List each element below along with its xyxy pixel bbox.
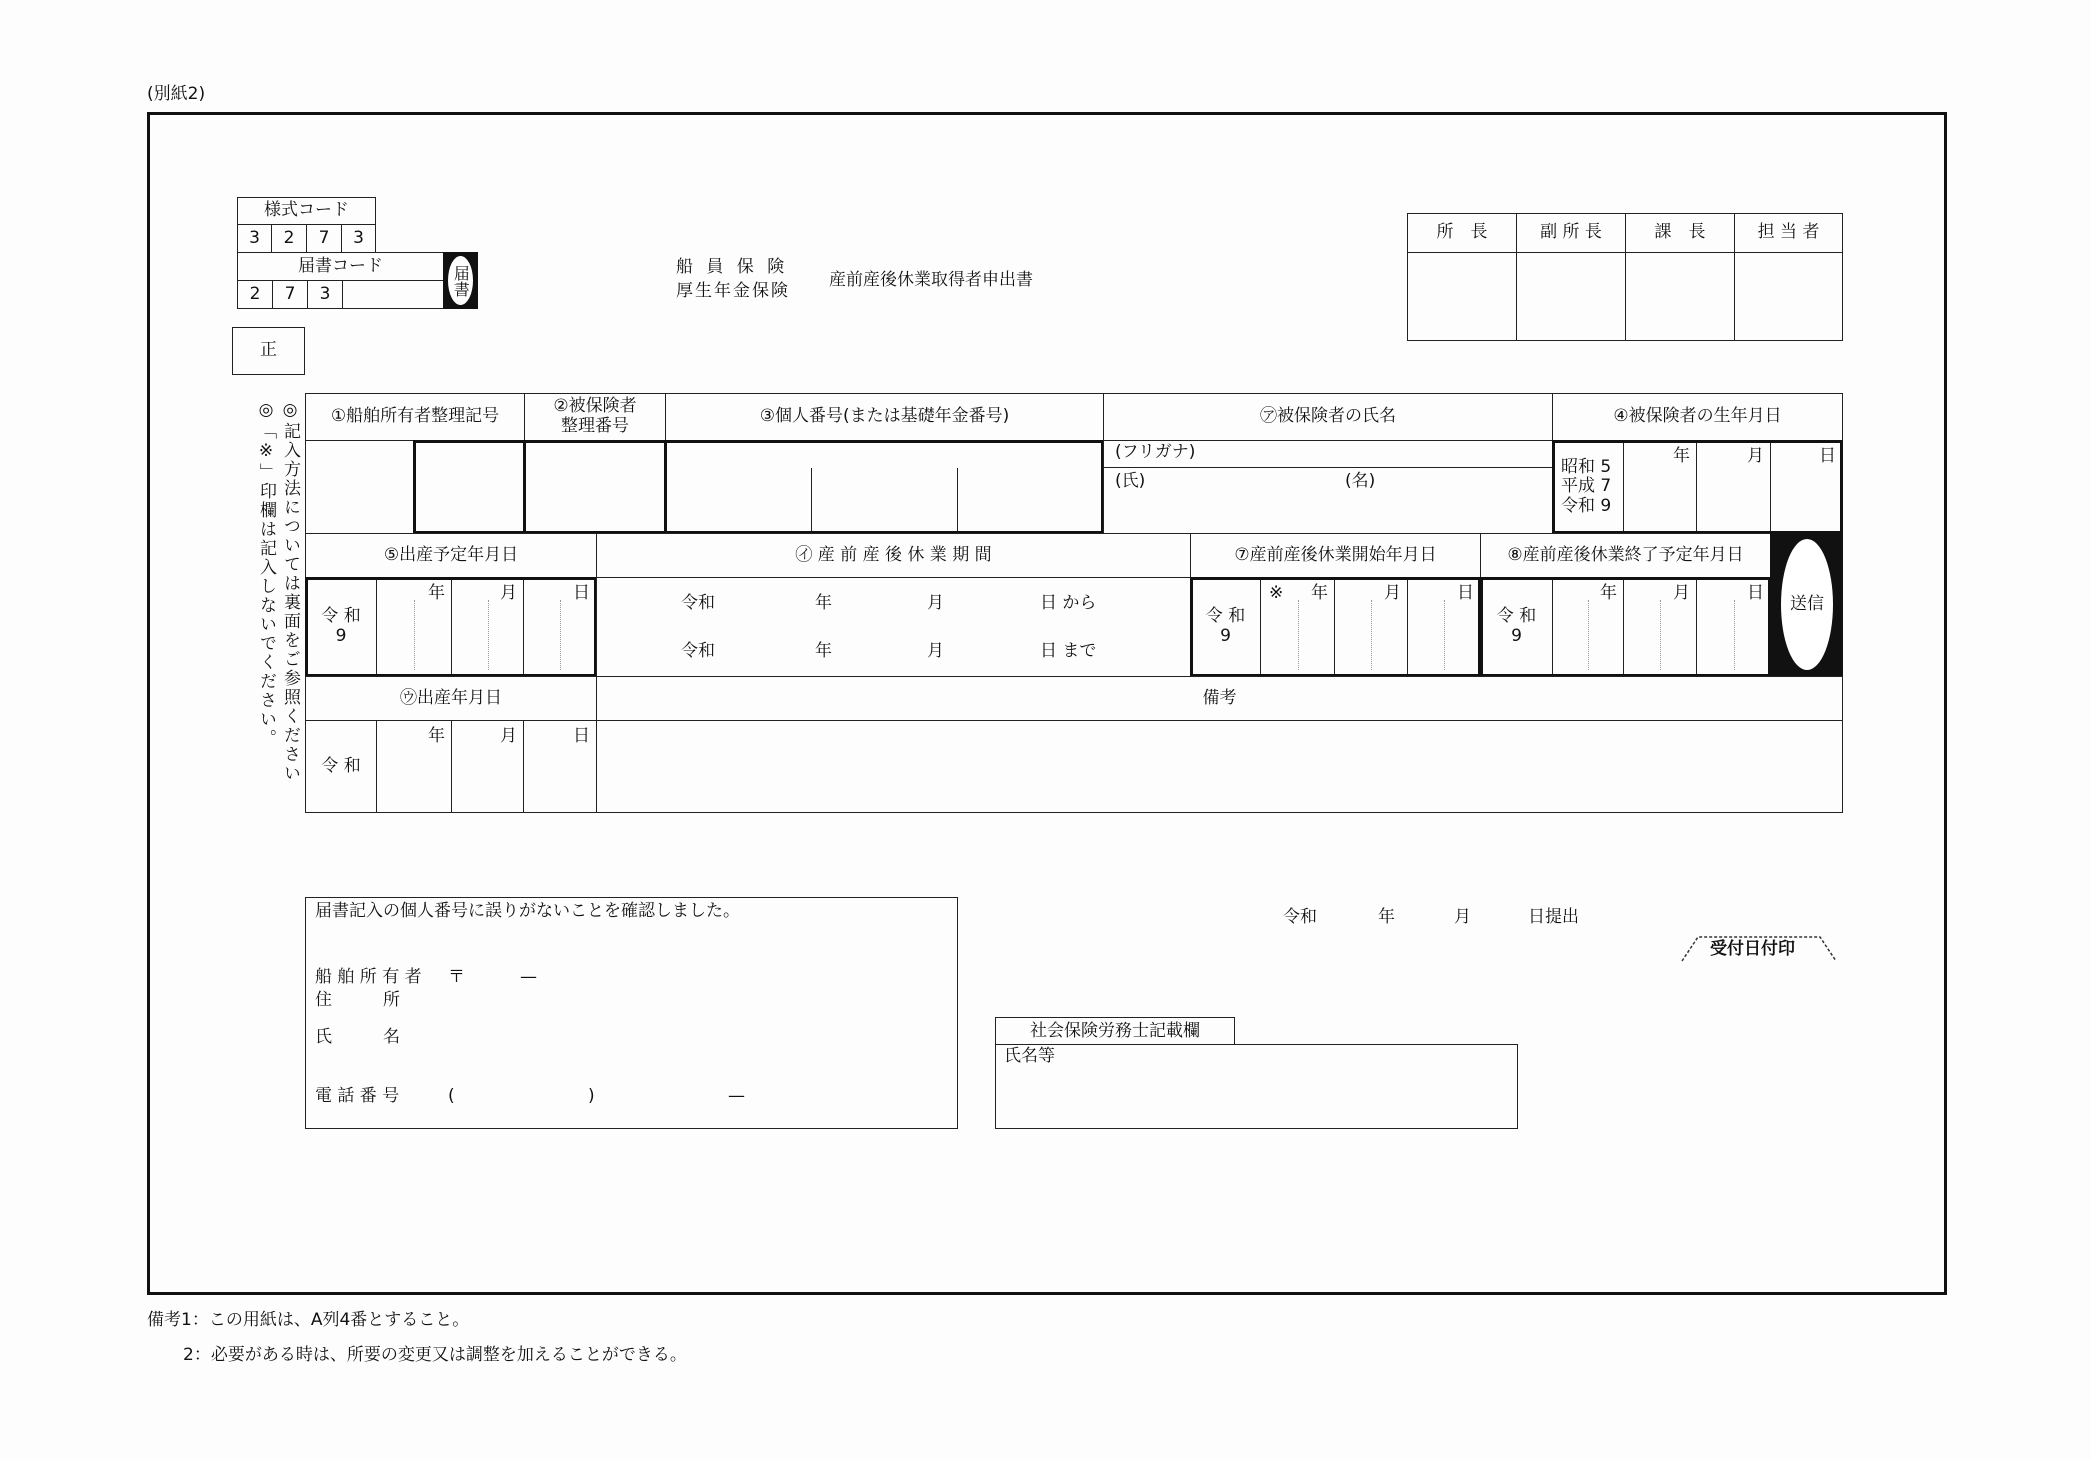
month-label: 月 xyxy=(500,726,517,746)
notice-badge xyxy=(443,252,478,309)
approval-header: 副 所 長 xyxy=(1516,213,1626,253)
personal-number-input[interactable] xyxy=(665,440,1104,534)
given-name-label: (名) xyxy=(1345,471,1376,491)
era-code: 9 xyxy=(335,626,347,646)
asterisk-mark: ※ xyxy=(1269,583,1284,603)
notice-code-digit: 3 xyxy=(307,280,343,309)
year-label: 年 xyxy=(1311,583,1328,603)
confirm-statement: 届書記入の個人番号に誤りがないことを確認しました。 xyxy=(315,901,740,921)
era-heisei: 平成 7 xyxy=(1561,476,1612,497)
month-label: 月 xyxy=(1673,583,1690,603)
notice-code-label: 届書コード xyxy=(237,252,444,281)
approval-header: 担 当 者 xyxy=(1734,213,1843,253)
receipt-stamp xyxy=(1678,931,1840,967)
birth-year[interactable] xyxy=(376,720,452,813)
leave-end-year[interactable] xyxy=(1552,577,1624,677)
birth-day-input[interactable] xyxy=(1770,440,1843,534)
day-label: 日 xyxy=(1747,583,1764,603)
year-label: 年 xyxy=(428,583,445,603)
day-label: 日 xyxy=(573,726,590,746)
address-label: 住 所 xyxy=(315,990,400,1010)
leave-start-year[interactable] xyxy=(1260,577,1335,677)
submission-month: 月 xyxy=(1454,907,1471,927)
style-code-digit: 2 xyxy=(271,224,307,253)
insurance-line1: 船 員 保 険 xyxy=(676,257,789,277)
divider xyxy=(523,440,526,534)
header-leave-period: ㋑ 産 前 産 後 休 業 期 間 xyxy=(596,533,1191,578)
header-insured-name: ㋐被保険者の氏名 xyxy=(1103,393,1553,441)
sharoushi-box[interactable] xyxy=(995,1044,1518,1129)
owner-label: 船 舶 所 有 者 xyxy=(315,967,422,987)
era-code: 9 xyxy=(1220,626,1231,646)
approval-stamp-cell[interactable] xyxy=(1407,252,1517,341)
side-note-1: ◎記入方法については裏面をご参照ください xyxy=(280,400,300,783)
postal-dash: — xyxy=(520,967,537,987)
style-code-digit: 7 xyxy=(306,224,342,253)
divider xyxy=(957,468,958,533)
period-from-month: 月 xyxy=(927,593,944,613)
phone-paren-close: ) xyxy=(588,1086,595,1106)
remarks-input[interactable] xyxy=(596,720,1843,813)
submission-era: 令和 xyxy=(1283,907,1317,927)
notice-code-digit: 2 xyxy=(237,280,273,309)
approval-stamp-cell[interactable] xyxy=(1734,252,1843,341)
header-birth-date: ㋒出産年月日 xyxy=(305,676,597,721)
era-reiwa: 令和 9 xyxy=(1561,495,1612,516)
divider xyxy=(811,468,812,533)
header-remarks: 備考 xyxy=(596,676,1843,721)
header-insured-number: ②被保険者整理番号 xyxy=(524,393,666,441)
period-from-era: 令和 xyxy=(681,593,715,613)
send-badge xyxy=(1770,533,1843,676)
day-label: 日 xyxy=(573,583,590,603)
postal-mark: 〒 xyxy=(448,967,465,987)
birth-era: 令 和 xyxy=(305,720,377,813)
era-label: 令 和 xyxy=(1496,606,1537,627)
sharoushi-field-label: 氏名等 xyxy=(1004,1046,1055,1066)
day-label: 日 xyxy=(1457,583,1474,603)
expected-birth-month[interactable] xyxy=(451,577,524,677)
period-from-year: 年 xyxy=(815,593,832,613)
leave-end-month[interactable] xyxy=(1623,577,1697,677)
sei-box: 正 xyxy=(232,327,305,375)
birth-era-cell[interactable] xyxy=(1552,440,1624,534)
form-title: 産前産後休業取得者申出書 xyxy=(829,270,1033,290)
birth-year-input[interactable] xyxy=(1623,440,1697,534)
header-personal-number: ③個人番号(または基礎年金番号) xyxy=(665,393,1104,441)
submission-year: 年 xyxy=(1378,907,1395,927)
send-text: 送信 xyxy=(1781,539,1833,670)
year-label: 年 xyxy=(428,726,445,746)
phone-label: 電 話 番 号 xyxy=(315,1086,400,1106)
month-label: 月 xyxy=(500,583,517,603)
birth-month[interactable] xyxy=(451,720,524,813)
era-label: 令 和 xyxy=(321,606,361,627)
month-label: 月 xyxy=(1384,583,1401,603)
expected-birth-day[interactable] xyxy=(523,577,597,677)
divider xyxy=(664,440,667,534)
era-label: 令 和 xyxy=(1205,606,1246,627)
side-note-2: ◎「※」印欄は記入しないでください。 xyxy=(256,400,276,748)
period-to-day: 日 まで xyxy=(1040,641,1097,661)
confirm-box[interactable] xyxy=(305,897,958,1129)
leave-end-day[interactable] xyxy=(1696,577,1771,677)
footer-note-1: 備考1：この用紙は、A列4番とすること。 xyxy=(147,1310,470,1330)
leave-start-month[interactable] xyxy=(1334,577,1408,677)
phone-paren-open: ( xyxy=(448,1086,455,1106)
leave-start-era xyxy=(1190,577,1261,677)
birth-month-input[interactable] xyxy=(1696,440,1771,534)
month-label: 月 xyxy=(1747,446,1764,466)
style-code-digit: 3 xyxy=(237,224,272,253)
style-code-digit: 3 xyxy=(341,224,376,253)
era-showa: 昭和 5 xyxy=(1561,456,1612,477)
expected-birth-era xyxy=(305,577,377,677)
era-code: 9 xyxy=(1511,626,1522,646)
leave-period-cell[interactable] xyxy=(596,577,1191,677)
leave-end-era xyxy=(1480,577,1553,677)
notice-code-blank xyxy=(342,280,444,309)
period-to-month: 月 xyxy=(927,641,944,661)
insured-number-input[interactable] xyxy=(524,440,666,534)
notice-code-digit: 7 xyxy=(272,280,308,309)
approval-stamp-cell[interactable] xyxy=(1516,252,1626,341)
header-expected-birth: ⑤出産予定年月日 xyxy=(305,533,597,578)
birth-day[interactable] xyxy=(523,720,597,813)
style-code-label: 様式コード xyxy=(237,197,376,225)
year-label: 年 xyxy=(1673,446,1690,466)
header-birthdate: ④被保険者の生年月日 xyxy=(1552,393,1843,441)
header-leave-start: ⑦産前産後休業開始年月日 xyxy=(1190,533,1481,578)
notice-badge-text: 届書 xyxy=(448,256,473,305)
divider xyxy=(1103,467,1552,468)
approval-header: 課 長 xyxy=(1625,213,1735,253)
owner-number-cell-a[interactable] xyxy=(305,440,414,534)
header-owner-number: ①船舶所有者整理記号 xyxy=(305,393,525,441)
approval-header: 所 長 xyxy=(1407,213,1517,253)
header-leave-end: ⑧産前産後休業終了予定年月日 xyxy=(1480,533,1771,578)
name-label: 氏 名 xyxy=(315,1027,400,1047)
approval-stamp-cell[interactable] xyxy=(1625,252,1735,341)
surname-label: (氏) xyxy=(1115,471,1146,491)
period-to-era: 令和 xyxy=(681,641,715,661)
period-from-day: 日 から xyxy=(1040,593,1097,613)
year-label: 年 xyxy=(1600,583,1617,603)
stamp-label: 受付日付印 xyxy=(1710,939,1795,959)
footer-note-2: 2：必要がある時は、所要の変更又は調整を加えることができる。 xyxy=(183,1345,687,1365)
owner-number-cell-b[interactable] xyxy=(413,440,525,534)
day-label: 日 xyxy=(1819,446,1836,466)
insurance-line2: 厚生年金保険 xyxy=(676,281,790,301)
leave-start-day[interactable] xyxy=(1407,577,1481,677)
period-to-year: 年 xyxy=(815,641,832,661)
furigana-label: (フリガナ) xyxy=(1115,442,1196,462)
phone-dash: — xyxy=(728,1086,745,1106)
expected-birth-year[interactable] xyxy=(376,577,452,677)
submission-day: 日提出 xyxy=(1528,907,1579,927)
attachment-label: (別紙2) xyxy=(147,84,206,104)
sharoushi-tab: 社会保険労務士記載欄 xyxy=(995,1017,1235,1045)
